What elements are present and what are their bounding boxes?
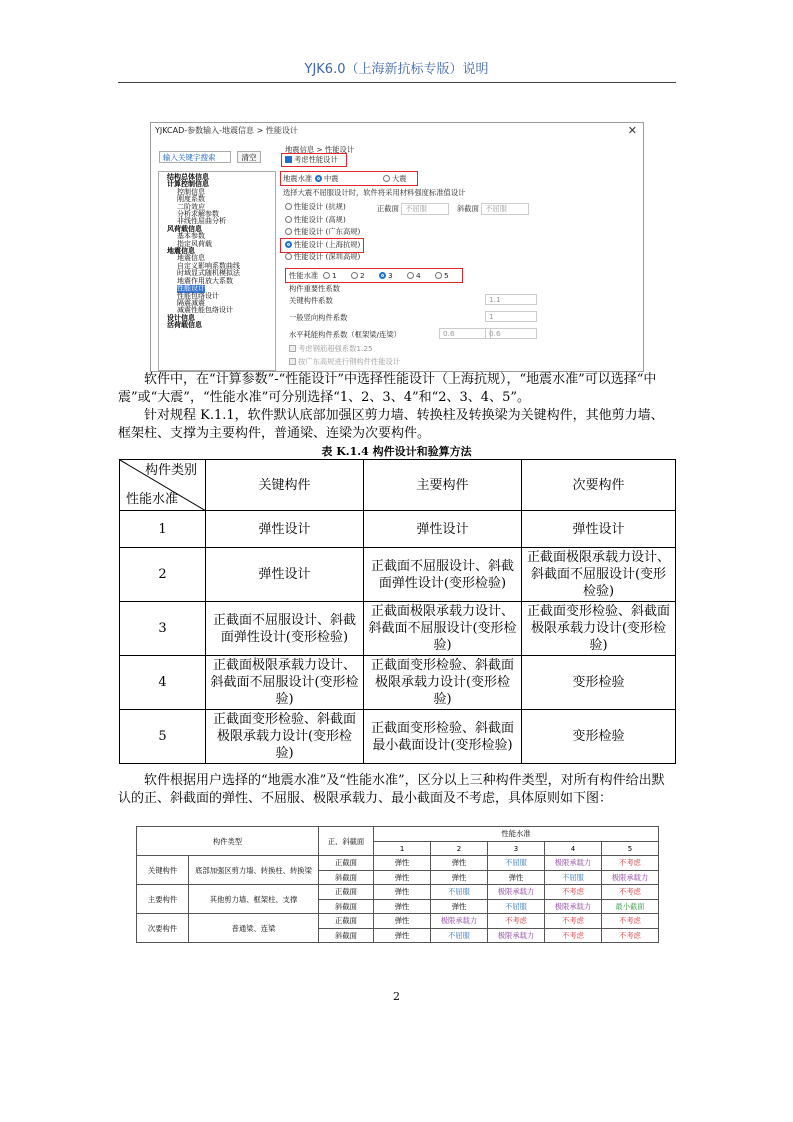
radio-off-icon: [285, 216, 292, 223]
energy-coef-label: 水平耗能构件系数（框架梁/连梁）: [289, 330, 401, 339]
matrix-level-cell: 3: [488, 841, 545, 856]
normal-vert-input[interactable]: [485, 311, 537, 322]
highlight-box: [280, 171, 418, 186]
perf-level-label: 3: [388, 271, 393, 280]
matrix-value-cell: 弹性: [488, 870, 545, 885]
perf-option-label: 性能设计 (广东高规): [294, 227, 361, 236]
tree-item-label: 刚度系数: [177, 195, 205, 204]
radio-off-icon: [285, 203, 292, 210]
settings-tree: [158, 171, 276, 371]
matrix-section-cell: 斜截面: [319, 899, 374, 914]
matrix-section-cell: 正截面: [319, 885, 374, 900]
paragraph-2: 针对规程 K.1.1，软件默认底部加强区剪力墙、转换柱及转换梁为关键构件，其他剪力墙、框架柱、支撑为主要构件，普通梁、连梁为次要构件。: [118, 408, 664, 441]
table-cell: 正截面变形检验、斜截面最小截面设计(变形检验): [364, 710, 522, 764]
seismic-large-label: 大震: [392, 174, 407, 183]
radio-off-icon: [285, 228, 292, 235]
paragraph-1: 软件中，在“计算参数”-“性能设计”中选择性能设计（上海抗规），“地震水准”可以选择“中震”或“大震”，“性能水准”可分别选择“1、2、3、4”和“2、3、4、5”。: [118, 372, 657, 405]
tree-item-label: 非线性屈曲分析: [177, 217, 226, 226]
tree-item-label: 时域显式随机模拟法: [177, 269, 240, 278]
matrix-value-cell: 不考虑: [545, 885, 602, 900]
header-rule: [118, 82, 676, 83]
table-row: [120, 656, 676, 710]
close-icon[interactable]: ✕: [627, 124, 637, 137]
perf-level-label: 5: [444, 271, 449, 280]
perf-matrix: [136, 826, 659, 943]
tree-item-label: 地震信息: [177, 254, 205, 263]
steel-over-label: 考虑钢筋超强系数1.25: [298, 344, 373, 353]
table-cell: 弹性设计: [206, 548, 364, 602]
matrix-group-desc: 普通梁、连梁: [189, 914, 319, 943]
perf-option-label: 性能设计 (深圳高规): [294, 252, 361, 261]
oblique-section-field: [457, 203, 529, 215]
matrix-value-cell: 极限承载力: [431, 914, 488, 929]
breadcrumb: 地震信息 > 性能设计: [285, 145, 355, 154]
page-header: YJK6.0（上海新抗标专版）说明: [304, 62, 489, 77]
perf-level-label: 1: [332, 271, 337, 280]
matrix-value-cell: 弹性: [431, 899, 488, 914]
seismic-level-label: 地震水准: [283, 174, 313, 183]
gd-steel-checkbox[interactable]: [289, 357, 400, 367]
table-cell: 弹性设计: [522, 511, 676, 548]
settings-dialog-screenshot: [150, 122, 644, 372]
table-cell: 变形检验: [522, 710, 676, 764]
table-caption: 表 K.1.4 构件设计和验算方法: [321, 445, 472, 458]
matrix-value-cell: 不考虑: [488, 914, 545, 929]
large-note: 选择大震不屈服设计时，软件将采用材料强度标准值设计: [283, 188, 466, 197]
key-coef-label: 关键构件系数: [289, 296, 333, 305]
tree-item-label: 自定义影响系数曲线: [177, 261, 240, 270]
page-number: 2: [393, 990, 400, 1003]
table-cell: 正截面极限承载力设计、斜截面不屈服设计(变形检验): [364, 602, 522, 656]
corner-top-label: 构件类别: [144, 463, 197, 478]
importance-title: 构件重要性系数: [289, 284, 341, 293]
tree-item-label: 计算控制信息: [167, 180, 209, 189]
normal-vert-label: 一般竖向构件系数: [289, 313, 348, 322]
table-cell: 正截面变形检验、斜截面极限承载力设计(变形检验): [206, 710, 364, 764]
table-cell: 弹性设计: [364, 511, 522, 548]
radio-off-icon: [285, 253, 292, 260]
checkbox-off-icon: [289, 345, 296, 352]
matrix-value-cell: 不考虑: [602, 928, 659, 943]
consider-perf-label: 考虑性能设计: [294, 155, 338, 164]
matrix-value-cell: 弹性: [374, 870, 431, 885]
normal-label: 正截面: [377, 204, 399, 213]
perf-option-label: 性能设计 (上海抗规): [294, 239, 361, 249]
tree-item-label: 地震信息: [167, 247, 195, 256]
table-row: [120, 602, 676, 656]
matrix-value-cell: 不考虑: [602, 914, 659, 929]
seismic-mid-label: 中震: [324, 174, 339, 183]
tree-item-label: 减震性能包络设计: [177, 306, 233, 315]
normal-section-field: [377, 203, 449, 215]
perf-level-label: 2: [360, 271, 365, 280]
matrix-group-name: 主要构件: [137, 885, 189, 914]
matrix-level-cell: 1: [374, 841, 431, 856]
tree-item-label: 分析求解参数: [177, 210, 219, 219]
matrix-value-cell: 不考虑: [545, 914, 602, 929]
tree-item-label: 隔震减震: [177, 298, 205, 307]
matrix-value-cell: 弹性: [374, 856, 431, 871]
matrix-section-cell: 正截面: [319, 914, 374, 929]
dialog-right-pane: [281, 141, 641, 371]
table-row: [120, 511, 676, 548]
key-coef-value: 1.1: [485, 294, 537, 305]
tree-item-label: 性能包络设计: [177, 291, 219, 300]
level-cell: 2: [120, 548, 206, 602]
method-table: [119, 459, 676, 764]
matrix-section-cell: 正截面: [319, 856, 374, 871]
matrix-row: [137, 885, 659, 900]
matrix-value-cell: 弹性: [374, 914, 431, 929]
table-row: [120, 710, 676, 764]
perf-option-label: 性能设计 (高规): [294, 214, 346, 224]
perf-matrix-figure: [136, 826, 659, 943]
level-cell: 3: [120, 602, 206, 656]
normal-vert-value: 1: [485, 311, 537, 322]
energy-coef-input-2[interactable]: [485, 328, 537, 339]
matrix-value-cell: 极限承载力: [545, 899, 602, 914]
table-cell: 正截面不屈服设计、斜截面弹性设计(变形检验): [206, 602, 364, 656]
tree-item-label: 设计信息: [167, 313, 195, 322]
oblique-label: 斜截面: [457, 204, 479, 213]
level-cell: 1: [120, 511, 206, 548]
table-cell: 正截面变形检验、斜截面极限承载力设计(变形检验): [522, 602, 676, 656]
tree-item-label: 基本参数: [177, 232, 205, 241]
energy-value-1: 0.6: [439, 328, 491, 339]
matrix-value-cell: 弹性: [431, 856, 488, 871]
oblique-select[interactable]: 不屈服: [481, 203, 529, 215]
tree-item-label: 性能设计: [177, 284, 205, 293]
matrix-row: [137, 914, 659, 929]
table-header: 次要构件: [522, 460, 676, 511]
matrix-value-cell: 不屈服: [545, 870, 602, 885]
matrix-group-name: 关键构件: [137, 856, 189, 885]
table-cell: 正截面极限承载力设计、斜截面不屈服设计(变形检验): [206, 656, 364, 710]
paragraph-3: 软件根据用户选择的“地震水准”及“性能水准”，区分以上三种构件类型，对所有构件给出默认的正、斜截面的弹性、不屈服、极限承载力、最小截面及不考虑，具体原则如下图：: [118, 773, 665, 806]
tree-item-label: 二阶效应: [177, 202, 205, 211]
table-corner-cell: [120, 460, 206, 511]
perf-level-label: 4: [416, 271, 421, 280]
steel-over-checkbox[interactable]: [289, 344, 373, 354]
matrix-row: [137, 856, 659, 871]
perf-option-radio[interactable]: [285, 252, 360, 262]
highlight-box: [285, 268, 463, 283]
matrix-group-desc: 底部加强区剪力墙、转换柱、转换梁: [189, 856, 319, 885]
matrix-group-name: 次要构件: [137, 914, 189, 943]
table-cell: 变形检验: [522, 656, 676, 710]
matrix-value-cell: 极限承载力: [488, 928, 545, 943]
table-cell: 正截面极限承载力设计、斜截面不屈服设计(变形检验): [522, 548, 676, 602]
matrix-level-cell: 2: [431, 841, 488, 856]
checkbox-off-icon: [289, 358, 296, 365]
matrix-level-cell: 5: [602, 841, 659, 856]
search-input[interactable]: 输入关键字搜索: [159, 151, 231, 163]
matrix-value-cell: 极限承载力: [602, 870, 659, 885]
matrix-level-cell: 4: [545, 841, 602, 856]
matrix-type-header: 构件类型: [137, 827, 319, 856]
corner-bottom-label: 性能水准: [126, 492, 179, 507]
key-coef-input[interactable]: [485, 294, 537, 305]
dialog-left-pane: [155, 141, 283, 371]
matrix-value-cell: 不考虑: [545, 928, 602, 943]
highlight-box: [280, 238, 364, 253]
matrix-section-header: 正、斜截面: [319, 827, 374, 856]
gd-steel-label: 按广东高规进行钢构件性能设计: [298, 357, 401, 366]
matrix-value-cell: 最小截面: [602, 899, 659, 914]
tree-item-label: 指定风荷载: [177, 239, 212, 248]
perf-option-radio[interactable]: [285, 202, 346, 212]
matrix-value-cell: 极限承载力: [545, 856, 602, 871]
tree-item-label: 地震作用放大系数: [177, 276, 233, 285]
perf-level-label: 性能水准: [289, 271, 319, 280]
table-cell: 正截面变形检验、斜截面极限承载力设计(变形检验): [364, 656, 522, 710]
highlight-box: [281, 153, 347, 167]
matrix-value-cell: 不考虑: [602, 856, 659, 871]
matrix-value-cell: 弹性: [374, 928, 431, 943]
level-cell: 4: [120, 656, 206, 710]
matrix-group-desc: 其他剪力墙、框架柱、支撑: [189, 885, 319, 914]
matrix-level-header: 性能水准: [374, 827, 659, 842]
matrix-value-cell: 弹性: [374, 899, 431, 914]
matrix-section-cell: 斜截面: [319, 928, 374, 943]
table-header: 关键构件: [206, 460, 364, 511]
matrix-value-cell: 弹性: [374, 885, 431, 900]
matrix-value-cell: 不考虑: [602, 885, 659, 900]
table-cell: 弹性设计: [206, 511, 364, 548]
energy-coef-input-1[interactable]: [439, 328, 491, 339]
matrix-value-cell: 不屈服: [488, 856, 545, 871]
tree-item-label: 活荷载信息: [167, 321, 202, 330]
normal-select[interactable]: 不屈服: [401, 203, 449, 215]
level-cell: 5: [120, 710, 206, 764]
table-row: [120, 548, 676, 602]
dialog-title: YJKCAD-参数输入-地震信息 > 性能设计: [155, 126, 298, 135]
table-cell: 正截面不屈服设计、斜截面弹性设计(变形检验): [364, 548, 522, 602]
tree-item-label: 风荷载信息: [167, 224, 202, 233]
table-header: 主要构件: [364, 460, 522, 511]
tree-item[interactable]: [159, 322, 275, 329]
matrix-value-cell: 不屈服: [431, 928, 488, 943]
perf-option-label: 性能设计 (抗规): [294, 202, 346, 211]
matrix-value-cell: 不屈服: [431, 885, 488, 900]
tree-item-label: 结构总体信息: [167, 173, 209, 181]
matrix-section-cell: 斜截面: [319, 870, 374, 885]
tree-item-label: 控制信息: [177, 187, 205, 196]
matrix-value-cell: 弹性: [431, 870, 488, 885]
perf-option-radio[interactable]: [285, 215, 346, 225]
matrix-value-cell: 不屈服: [488, 899, 545, 914]
energy-value-2: 0.6: [485, 328, 537, 339]
clear-button[interactable]: 清空: [237, 151, 261, 163]
perf-option-radio[interactable]: [285, 227, 360, 237]
matrix-value-cell: 极限承载力: [488, 885, 545, 900]
